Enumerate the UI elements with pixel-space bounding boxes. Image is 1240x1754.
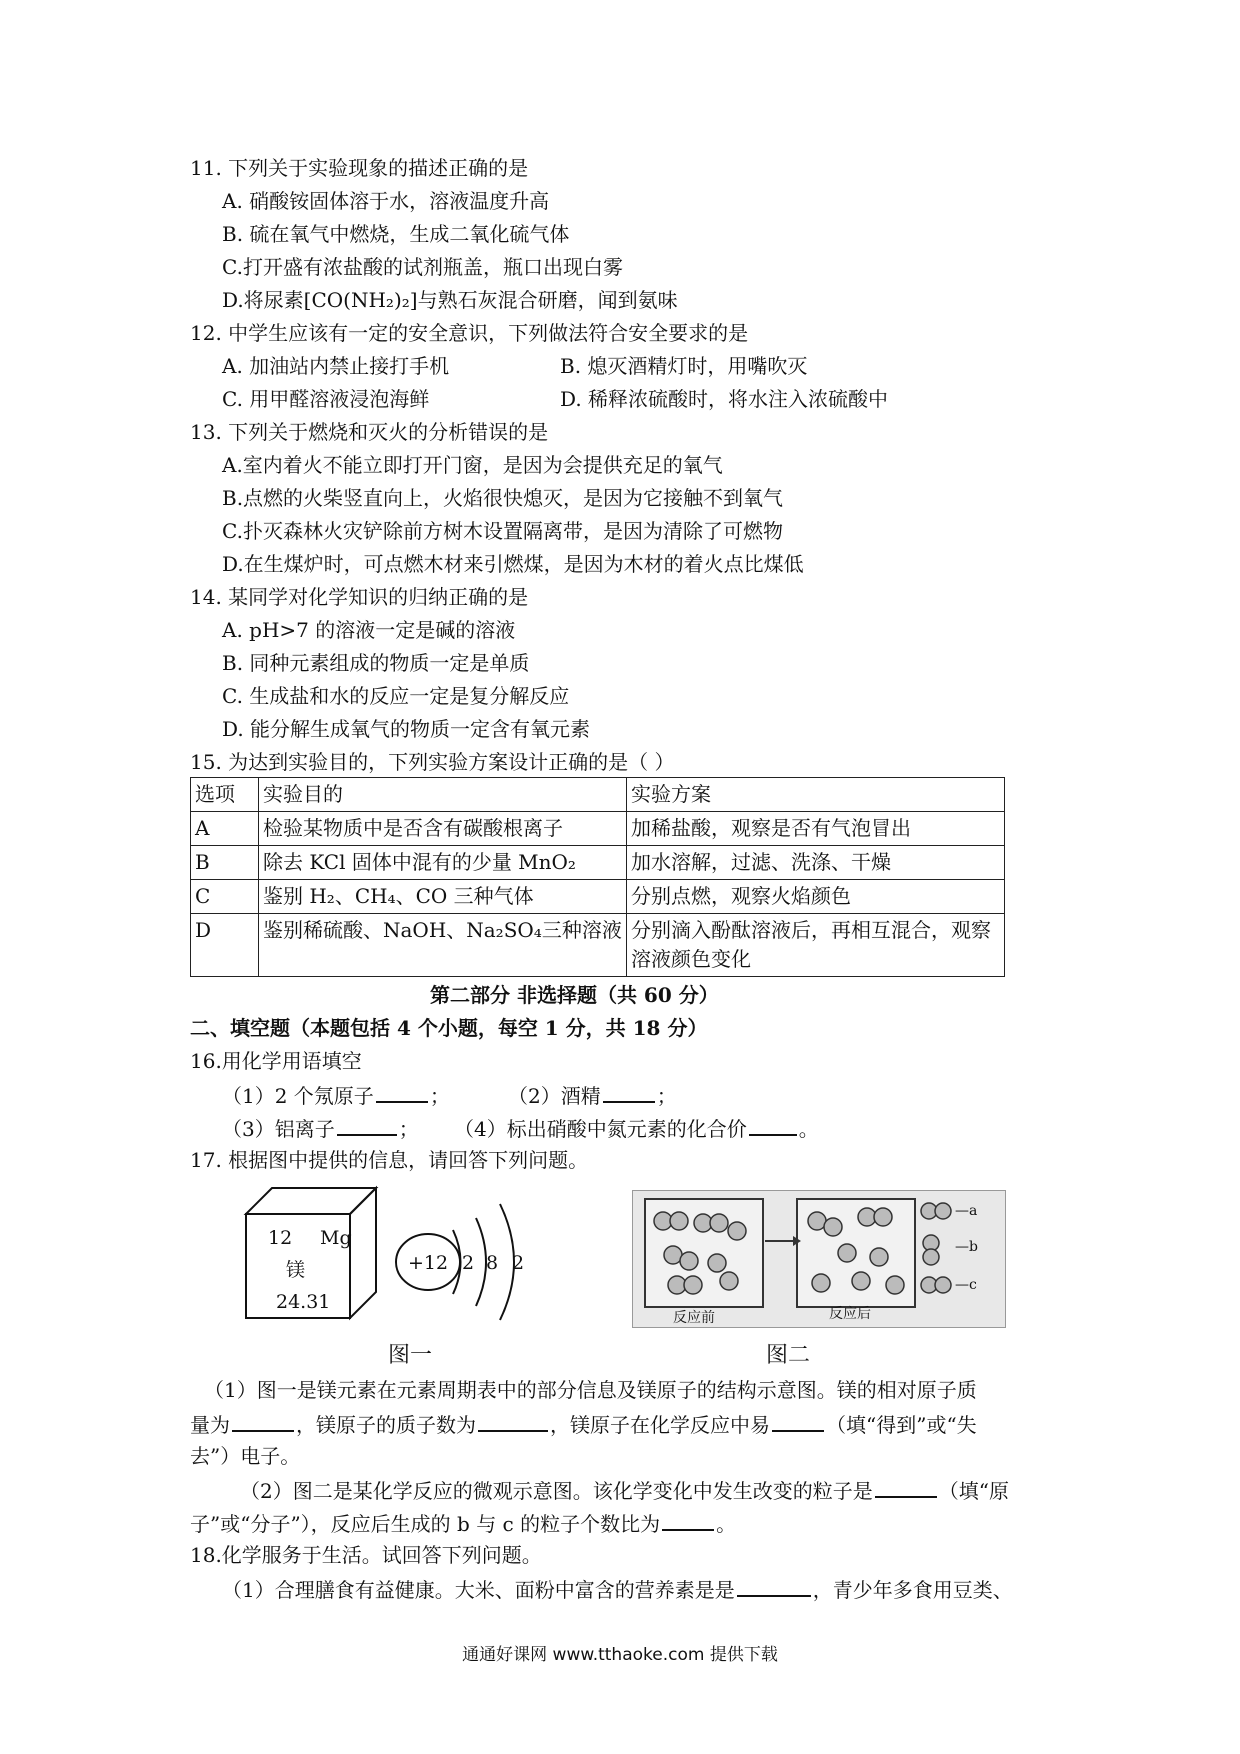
q18-stem: 18.化学服务于生活。试回答下列问题。 (190, 1543, 542, 1567)
q17-part1-line1: （1）图一是镁元素在元素周期表中的部分信息及镁原子的结构示意图。镁的相对原子质 (204, 1378, 977, 1402)
atomic-number: 12 (268, 1227, 293, 1249)
table-cell: 鉴别 H₂、CH₄、CO 三种气体 (259, 880, 627, 914)
element-name: 镁 (286, 1259, 306, 1281)
answer-blank[interactable] (749, 1114, 797, 1136)
table-header-cell: 实验目的 (259, 778, 627, 812)
q18-part1-line1 (222, 1575, 1013, 1603)
q16-item-3-label: （3）铝离子 (222, 1117, 335, 1141)
q12-option-d: D. 稀释浓硫酸时，将水注入浓硫酸中 (560, 387, 889, 411)
figure-1-magnesium (238, 1182, 568, 1322)
table-cell: 除去 KCl 固体中混有的少量 MnO₂ (259, 846, 627, 880)
q16-stem: 16.用化学用语填空 (190, 1049, 362, 1073)
electron-shell-2 (476, 1218, 486, 1306)
q15-stem: 15. 为达到实验目的，下列实验方案设计正确的是（ ） (190, 750, 675, 774)
table-row (191, 846, 1005, 880)
answer-blank[interactable] (772, 1410, 824, 1432)
q17-text: ，镁原子在化学反应中易 (550, 1413, 770, 1437)
answer-blank[interactable] (232, 1410, 294, 1432)
element-cube-side (350, 1188, 376, 1318)
q17-stem: 17. 根据图中提供的信息，请回答下列问题。 (190, 1148, 589, 1172)
q17-part1-line2 (190, 1410, 977, 1438)
q13-option-c: C.扑灭森林火灾铲除前方树木设置隔离带，是因为清除了可燃物 (222, 519, 783, 543)
q17-part2-line2 (190, 1509, 736, 1537)
q11-stem: 11. 下列关于实验现象的描述正确的是 (190, 156, 529, 180)
q17-text: ，镁原子的质子数为 (296, 1413, 476, 1437)
answer-blank[interactable] (662, 1509, 714, 1531)
q12-option-b: B. 熄灭酒精灯时，用嘴吹灭 (560, 354, 808, 378)
shell-electrons-3: 2 (512, 1252, 525, 1274)
part2-title: 第二部分 非选择题（共 60 分） (430, 983, 719, 1007)
q14-option-a: A. pH>7 的溶液一定是碱的溶液 (222, 618, 516, 642)
nucleus-charge: +12 (408, 1252, 449, 1274)
answer-blank[interactable] (737, 1575, 811, 1597)
q13-option-a: A.室内着火不能立即打开门窗，是因为会提供充足的氧气 (222, 453, 723, 477)
table-cell: A (191, 812, 259, 846)
q11-option-c: C.打开盛有浓盐酸的试剂瓶盖，瓶口出现白雾 (222, 255, 623, 279)
q12-stem: 12. 中学生应该有一定的安全意识，下列做法符合安全要求的是 (190, 321, 749, 345)
table-cell: 鉴别稀硫酸、NaOH、Na₂SO₄三种溶液 (259, 914, 627, 977)
q18-text: （1）合理膳食有益健康。大米、面粉中富含的营养素是是 (222, 1578, 735, 1602)
figure-2-reaction-diagram (632, 1190, 1006, 1328)
q17-text: 。 (716, 1512, 737, 1536)
table-header-cell: 选项 (191, 778, 259, 812)
q11-option-d: D.将尿素[CO(NH₂)₂]与熟石灰混合研磨，闻到氨味 (222, 288, 678, 312)
label-c: —c (955, 1277, 977, 1293)
q16-item-4-label: （4）标出硝酸中氮元素的化合价 (454, 1117, 747, 1141)
table-cell: B (191, 846, 259, 880)
label-b: —b (955, 1239, 978, 1255)
q13-option-d: D.在生煤炉时，可点燃木材来引燃煤，是因为木材的着火点比煤低 (222, 552, 804, 576)
table-cell: 加水溶解，过滤、洗涤、干燥 (627, 846, 1005, 880)
q17-part2-line1 (240, 1476, 1009, 1504)
atomic-mass: 24.31 (276, 1291, 331, 1313)
q16-item-2-label: （2）酒精 (508, 1084, 601, 1108)
table-header-cell: 实验方案 (627, 778, 1005, 812)
table-header-row (191, 778, 1005, 812)
experiment-table (190, 777, 1005, 977)
table-cell: 分别滴入酚酞溶液后，再相互混合，观察溶液颜色变化 (627, 914, 1005, 977)
q16-item-2: （2）酒精 ； (508, 1081, 677, 1109)
table-cell: 检验某物质中是否含有碳酸根离子 (259, 812, 627, 846)
q11-option-a: A. 硝酸铵固体溶于水，溶液温度升高 (222, 189, 550, 213)
q14-option-d: D. 能分解生成氧气的物质一定含有氧元素 (222, 717, 591, 741)
q18-text: ，青少年多食用豆类、 (812, 1578, 1013, 1602)
element-symbol: Mg (320, 1227, 352, 1249)
answer-blank[interactable] (603, 1081, 655, 1103)
q17-text: （2）图二是某化学反应的微观示意图。该化学变化中发生改变的粒子是 (240, 1479, 873, 1503)
table-cell: 加稀盐酸，观察是否有气泡冒出 (627, 812, 1005, 846)
page-footer: 通通好课网 www.tthaoke.com 提供下载 (462, 1645, 778, 1665)
answer-blank[interactable] (478, 1410, 548, 1432)
answer-blank[interactable] (376, 1081, 428, 1103)
q12-option-a: A. 加油站内禁止接打手机 (222, 354, 450, 378)
table-row (191, 914, 1005, 977)
q17-text: （填“得到”或“失 (826, 1413, 977, 1437)
figure-2-caption: 图二 (766, 1343, 811, 1368)
table-row (191, 880, 1005, 914)
q12-option-c: C. 用甲醛溶液浸泡海鲜 (222, 387, 430, 411)
q14-stem: 14. 某同学对化学知识的归纳正确的是 (190, 585, 529, 609)
q11-option-b: B. 硫在氧气中燃烧，生成二氧化硫气体 (222, 222, 570, 246)
answer-blank[interactable] (337, 1114, 397, 1136)
figure-1-caption: 图一 (388, 1343, 433, 1368)
q13-option-b: B.点燃的火柴竖直向上，火焰很快熄灭，是因为它接触不到氧气 (222, 486, 784, 510)
shell-electrons-1: 2 (462, 1252, 475, 1274)
q13-stem: 13. 下列关于燃烧和灭火的分析错误的是 (190, 420, 549, 444)
q17-text: 子”或“分子”），反应后生成的 b 与 c 的粒子个数比为 (190, 1512, 661, 1536)
q16-item-1-label: （1）2 个氖原子 (222, 1084, 374, 1108)
table-cell: C (191, 880, 259, 914)
q16-item-3: （3）铝离子 ； (222, 1114, 419, 1142)
answer-blank[interactable] (875, 1476, 937, 1498)
table-cell: D (191, 914, 259, 977)
q17-text: 量为 (190, 1413, 230, 1437)
table-cell: 分别点燃，观察火焰颜色 (627, 880, 1005, 914)
q14-option-c: C. 生成盐和水的反应一定是复分解反应 (222, 684, 570, 708)
q17-part1-line3: 去”）电子。 (190, 1444, 301, 1468)
q14-option-b: B. 同种元素组成的物质一定是单质 (222, 651, 530, 675)
element-cube-top (246, 1188, 376, 1214)
label-before: 反应前 (673, 1310, 715, 1326)
label-a: —a (955, 1203, 978, 1219)
q16-item-4: （4）标出硝酸中氮元素的化合价 。 (454, 1114, 819, 1142)
q17-text: （填“原 (938, 1479, 1009, 1503)
q16-item-1: （1）2 个氖原子 ； (222, 1081, 450, 1109)
table-row (191, 812, 1005, 846)
shell-electrons-2: 8 (486, 1252, 499, 1274)
label-after: 反应后 (829, 1306, 871, 1322)
section2-title: 二、填空题（本题包括 4 个小题，每空 1 分，共 18 分） (190, 1016, 708, 1040)
